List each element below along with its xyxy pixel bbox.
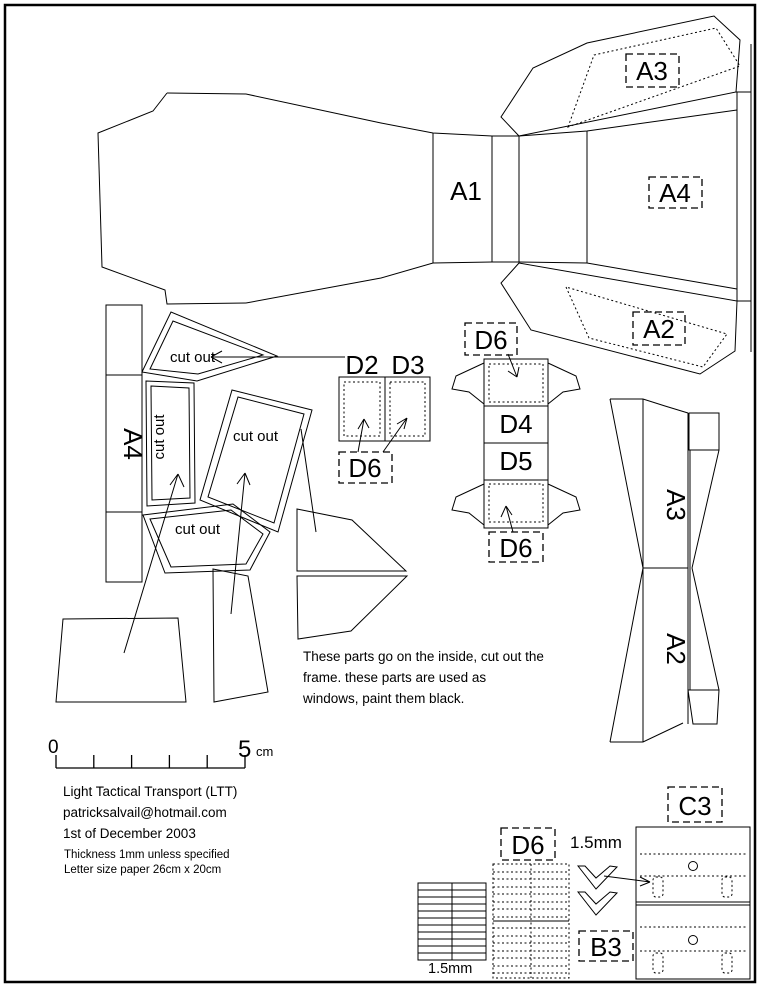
ruler-ticks	[56, 755, 245, 768]
d6-label-bottom: D6	[499, 533, 533, 563]
dart-arrow-1	[578, 866, 617, 889]
d6-label-top: D6	[474, 325, 508, 355]
bowtie-left-edge	[610, 399, 643, 742]
note-thickness: Thickness 1mm unless specified	[64, 849, 230, 861]
c3-dotted-lines-lower	[640, 927, 746, 951]
d4-window-bottom-dotted	[489, 484, 543, 522]
c3-hole-upper	[689, 862, 698, 871]
model-date: 1st of December 2003	[63, 826, 196, 841]
bowtie-bottom-edge	[610, 723, 683, 742]
fuselage-part	[98, 16, 751, 374]
author-email: patricksalvail@hotmail.com	[63, 805, 227, 820]
b3-label: B3	[590, 932, 622, 962]
flap-top-left	[452, 363, 484, 404]
d3-window-dotted	[390, 382, 425, 436]
d5-label: D5	[499, 446, 533, 476]
d4-d5-part	[452, 323, 580, 563]
fuselage-bottom-edge	[246, 262, 519, 303]
instruction-line-1: These parts go on the inside, cut out the	[303, 649, 544, 664]
note-paper-size: Letter size paper 26cm x 20cm	[64, 864, 222, 876]
dart-arrow-2	[578, 892, 617, 915]
d2-label: D2	[345, 350, 379, 380]
c3-slot-lower-left	[653, 953, 663, 973]
strip-grid-dim: 1.5mm	[428, 961, 473, 977]
pane-triangle-upper	[297, 509, 406, 571]
c3-dotted-lines-upper	[640, 854, 746, 876]
a2-side-label: A2	[661, 633, 691, 665]
d4-label: D4	[499, 409, 533, 439]
ruler-unit-label: cm	[256, 744, 274, 759]
window-frame-3-text: cut out	[233, 428, 279, 445]
window-frame-1-arrow	[211, 351, 345, 363]
a3-a2-side-part	[610, 399, 719, 742]
d4-window-top-dotted	[489, 364, 543, 402]
strip-bottom-tab	[688, 690, 719, 724]
instruction-line-2: frame. these parts are used as	[303, 670, 487, 685]
instruction-text	[302, 649, 544, 706]
window-frame-2-text: cut out	[151, 414, 168, 460]
a4-panel-label: A4	[659, 178, 691, 208]
annotation-line-3	[301, 429, 316, 532]
c3-slot-upper-left	[653, 877, 663, 897]
strip-upper	[690, 450, 719, 568]
d6-block-dim: 1.5mm	[570, 833, 622, 852]
c3-label: C3	[678, 791, 712, 821]
ruler-five-label: 5	[238, 736, 252, 763]
instruction-line-3: windows, paint them black.	[303, 691, 465, 706]
strip-top-tab	[689, 413, 719, 450]
c3-slot-upper-right	[722, 877, 732, 897]
pane-trapezoid	[56, 618, 186, 702]
tab-darts	[578, 866, 650, 915]
a3-side-label: A3	[661, 489, 691, 521]
strip-lower	[690, 568, 719, 690]
wing-a3-outline	[501, 16, 740, 136]
d6-block-label: D6	[511, 830, 545, 860]
a3-wing-label: A3	[636, 56, 668, 86]
fuselage-right-bottom-edge	[519, 262, 737, 289]
d6-block-rows-lower	[493, 928, 569, 973]
d6-arrow-to-d3	[383, 418, 407, 452]
a4-strip-part	[106, 305, 148, 582]
ruler-zero-label: 0	[48, 737, 59, 758]
window-frames	[124, 312, 345, 653]
b3-part-label	[579, 931, 633, 962]
a1-label: A1	[450, 176, 482, 206]
pane-quad	[213, 569, 268, 702]
window-frame-1-text: cut out	[170, 349, 216, 366]
d6-arrow-top	[508, 354, 519, 377]
c3-middle-fold	[636, 902, 750, 905]
a4-strip-label: A4	[118, 428, 148, 460]
window-frame-3-inner	[208, 397, 304, 523]
info-text	[63, 784, 237, 876]
model-title: Light Tactical Transport (LTT)	[63, 784, 238, 799]
pane-triangle-lower	[297, 576, 407, 639]
d6-label-left: D6	[348, 453, 382, 483]
glue-tab-strip	[736, 44, 751, 352]
wing-a2-outline	[501, 263, 737, 374]
bowtie-spine	[643, 399, 688, 742]
bowtie-top-edge	[610, 399, 688, 413]
c3-slot-lower-right	[722, 953, 732, 973]
d6-arrow-to-d2	[358, 419, 369, 452]
fuselage-top-edge	[167, 93, 519, 136]
a2-wing-label: A2	[643, 314, 675, 344]
dart-pointer-arrow	[604, 876, 650, 886]
c3-part	[636, 787, 750, 979]
fuselage-nose-outline	[98, 93, 246, 304]
annotation-arrow-2	[231, 473, 250, 614]
flap-bottom-left	[452, 484, 484, 525]
c3-hole-lower	[689, 936, 698, 945]
flap-bottom-right	[548, 484, 580, 525]
annotation-arrow-1	[124, 474, 184, 653]
window-frame-4-text: cut out	[175, 521, 221, 538]
d3-label: D3	[391, 350, 425, 380]
flap-top-right	[548, 363, 580, 404]
d2-d3-part	[339, 350, 430, 483]
scale-ruler	[48, 736, 273, 768]
strip-grid-part	[418, 883, 486, 977]
